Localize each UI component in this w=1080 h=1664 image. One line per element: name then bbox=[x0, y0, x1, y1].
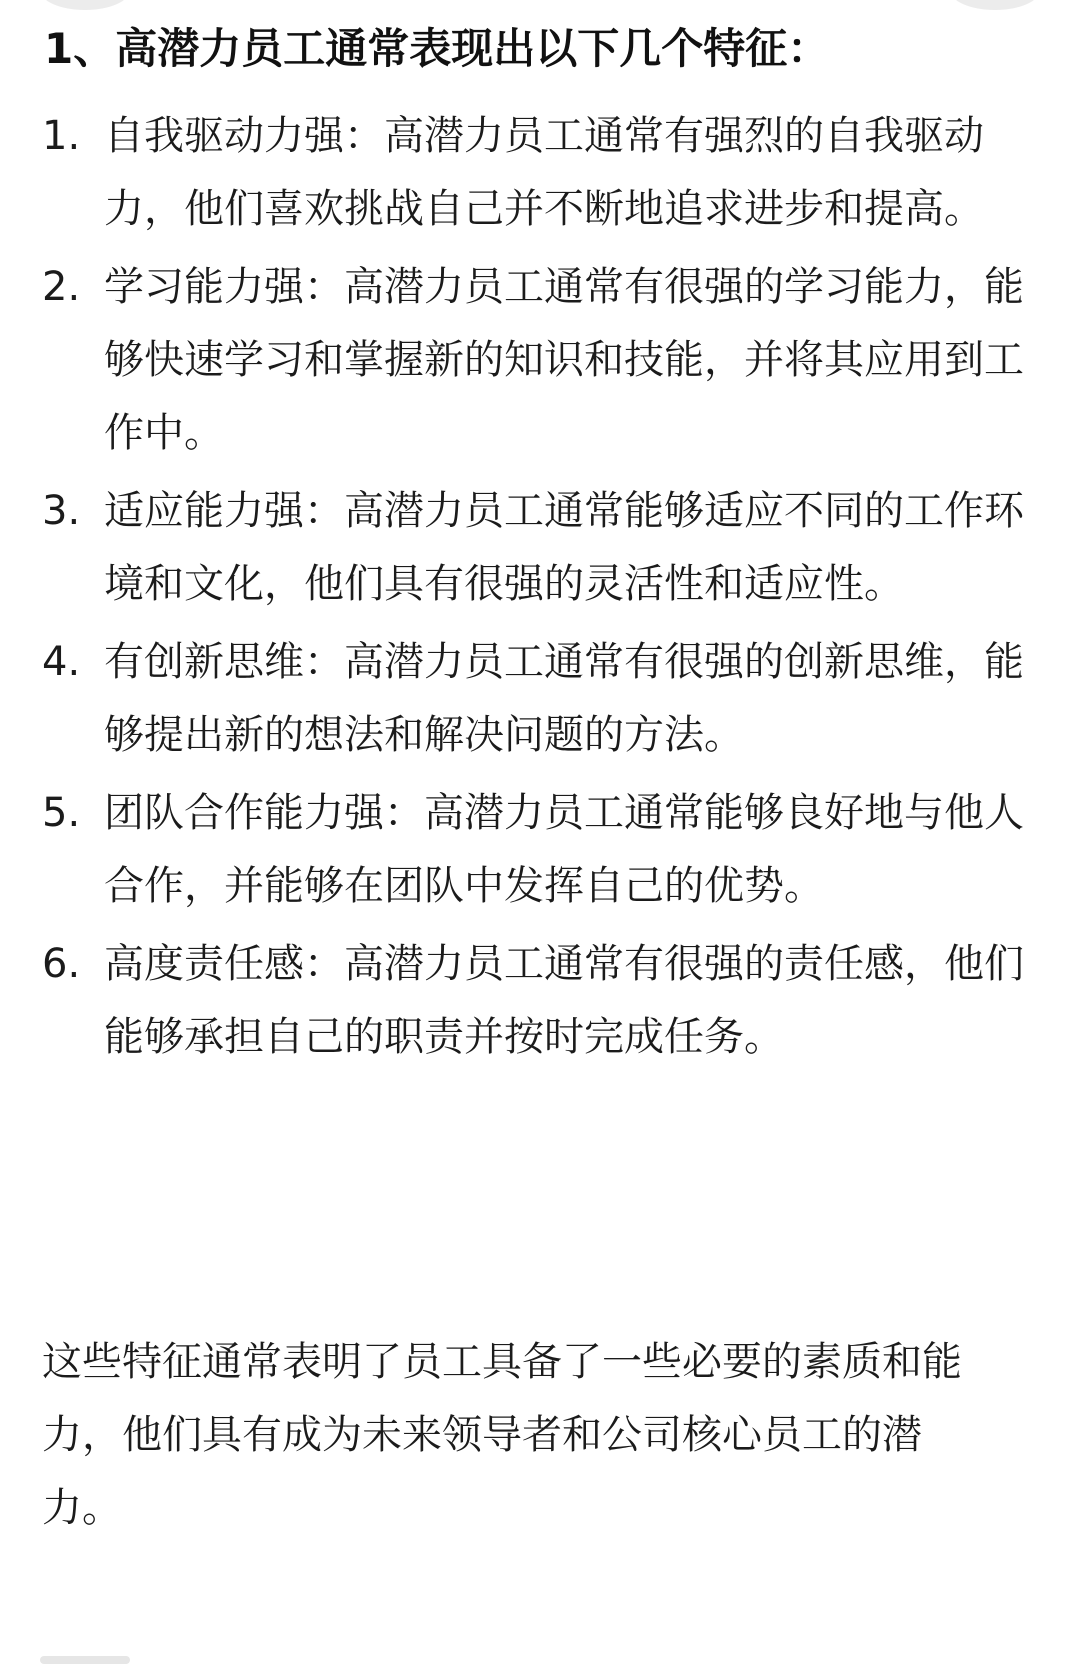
list-item bbox=[0, 100, 1080, 246]
list-item-number: 1. bbox=[42, 113, 81, 159]
list-item-number: 4. bbox=[42, 639, 81, 685]
list-item bbox=[0, 928, 1080, 1074]
list-item-number: 5. bbox=[42, 790, 81, 836]
top-edge-shape-right bbox=[950, 0, 1040, 10]
list-item-text: 学习能力强：高潜力员工通常有很强的学习能力，能够快速学习和掌握新的知识和技能，并将其应用到工作中。 bbox=[104, 264, 1024, 456]
feature-list bbox=[0, 100, 1080, 1079]
list-item-text: 有创新思维：高潜力员工通常有很强的创新思维，能够提出新的想法和解决问题的方法。 bbox=[104, 639, 1024, 758]
bottom-edge-bar bbox=[40, 1656, 130, 1664]
list-item-number: 3. bbox=[42, 488, 81, 534]
list-item-text: 适应能力强：高潜力员工通常能够适应不同的工作环境和文化，他们具有很强的灵活性和适应性。 bbox=[104, 488, 1024, 607]
list-item bbox=[0, 251, 1080, 470]
list-item bbox=[0, 777, 1080, 923]
section-heading: 1、高潜力员工通常表现出以下几个特征： bbox=[44, 24, 830, 73]
top-edge-shape-left bbox=[40, 0, 130, 10]
list-item-text: 团队合作能力强：高潜力员工通常能够良好地与他人合作，并能够在团队中发挥自己的优势。 bbox=[104, 790, 1024, 909]
summary-paragraph: 这些特征通常表明了员工具备了一些必要的素质和能力，他们具有成为未来领导者和公司核心员工的潜力。 bbox=[42, 1339, 962, 1531]
list-item-text: 自我驱动力强：高潜力员工通常有强烈的自我驱动力，他们喜欢挑战自己并不断地追求进步和提高。 bbox=[104, 113, 984, 232]
list-item-number: 6. bbox=[42, 941, 81, 987]
list-item-text: 高度责任感：高潜力员工通常有很强的责任感，他们能够承担自己的职责并按时完成任务。 bbox=[104, 941, 1024, 1060]
list-item bbox=[0, 475, 1080, 621]
list-item bbox=[0, 626, 1080, 772]
list-item-number: 2. bbox=[42, 264, 81, 310]
